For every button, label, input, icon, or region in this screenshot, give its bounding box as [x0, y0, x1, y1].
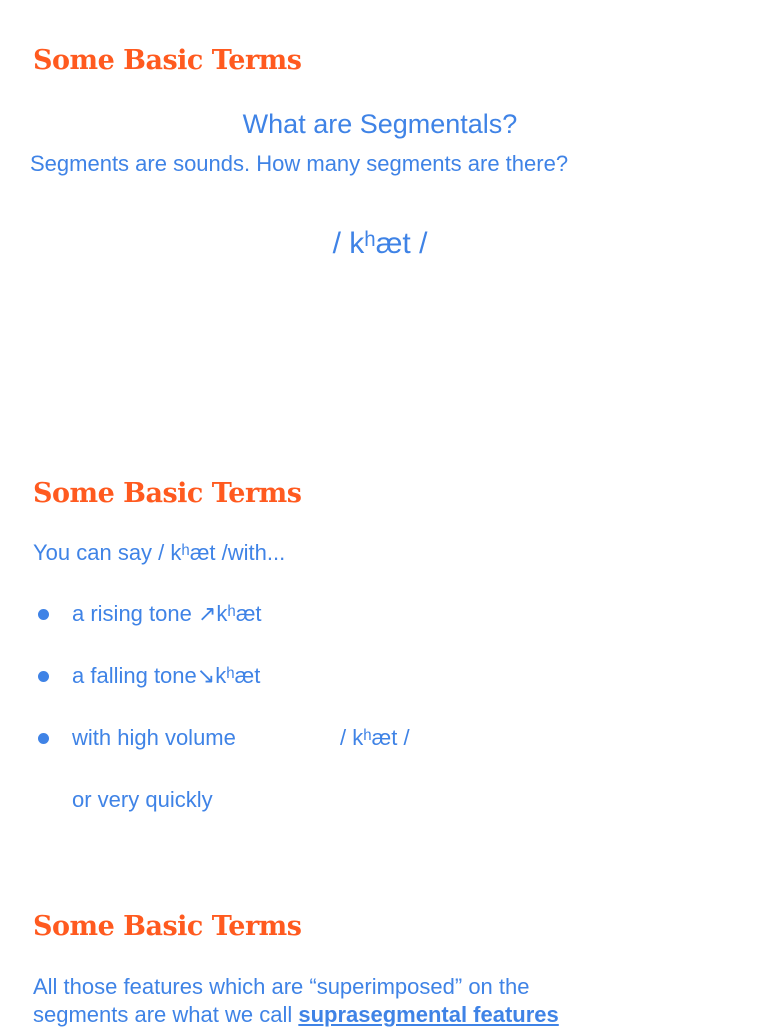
suprasegmental-features-link: suprasegmental features — [298, 1002, 559, 1027]
bullet-dot — [38, 609, 49, 620]
continuation-text: or very quickly — [72, 787, 213, 812]
bullet-dot — [38, 671, 49, 682]
superimposed-line: All those features which are “superimposed” on the — [33, 974, 530, 999]
segmentals-title: What are Segmentals? — [242, 109, 518, 139]
section-2-heading: Some Basic Terms — [33, 478, 302, 509]
section-1-heading: Some Basic Terms — [33, 45, 302, 76]
list-item-high-volume-transcription: / kʰæt / — [340, 725, 410, 750]
intro-text: You can say / kʰæt /with... — [33, 540, 286, 565]
list-item-falling-tone: a falling tone↘kʰæt — [72, 663, 261, 688]
phonetic-transcription: / kʰæt / — [332, 227, 428, 260]
list-item-high-volume: with high volume — [72, 725, 236, 750]
bullet-dot — [38, 733, 49, 744]
segments-question: Segments are sounds. How many segments are there? — [30, 151, 569, 176]
suprasegmental-line — [33, 1004, 559, 1026]
list-item-rising-tone: a rising tone ↗kʰæt — [72, 601, 262, 626]
suprasegmental-line-prefix: segments are what we call — [33, 1002, 299, 1027]
section-3-heading: Some Basic Terms — [33, 911, 302, 942]
